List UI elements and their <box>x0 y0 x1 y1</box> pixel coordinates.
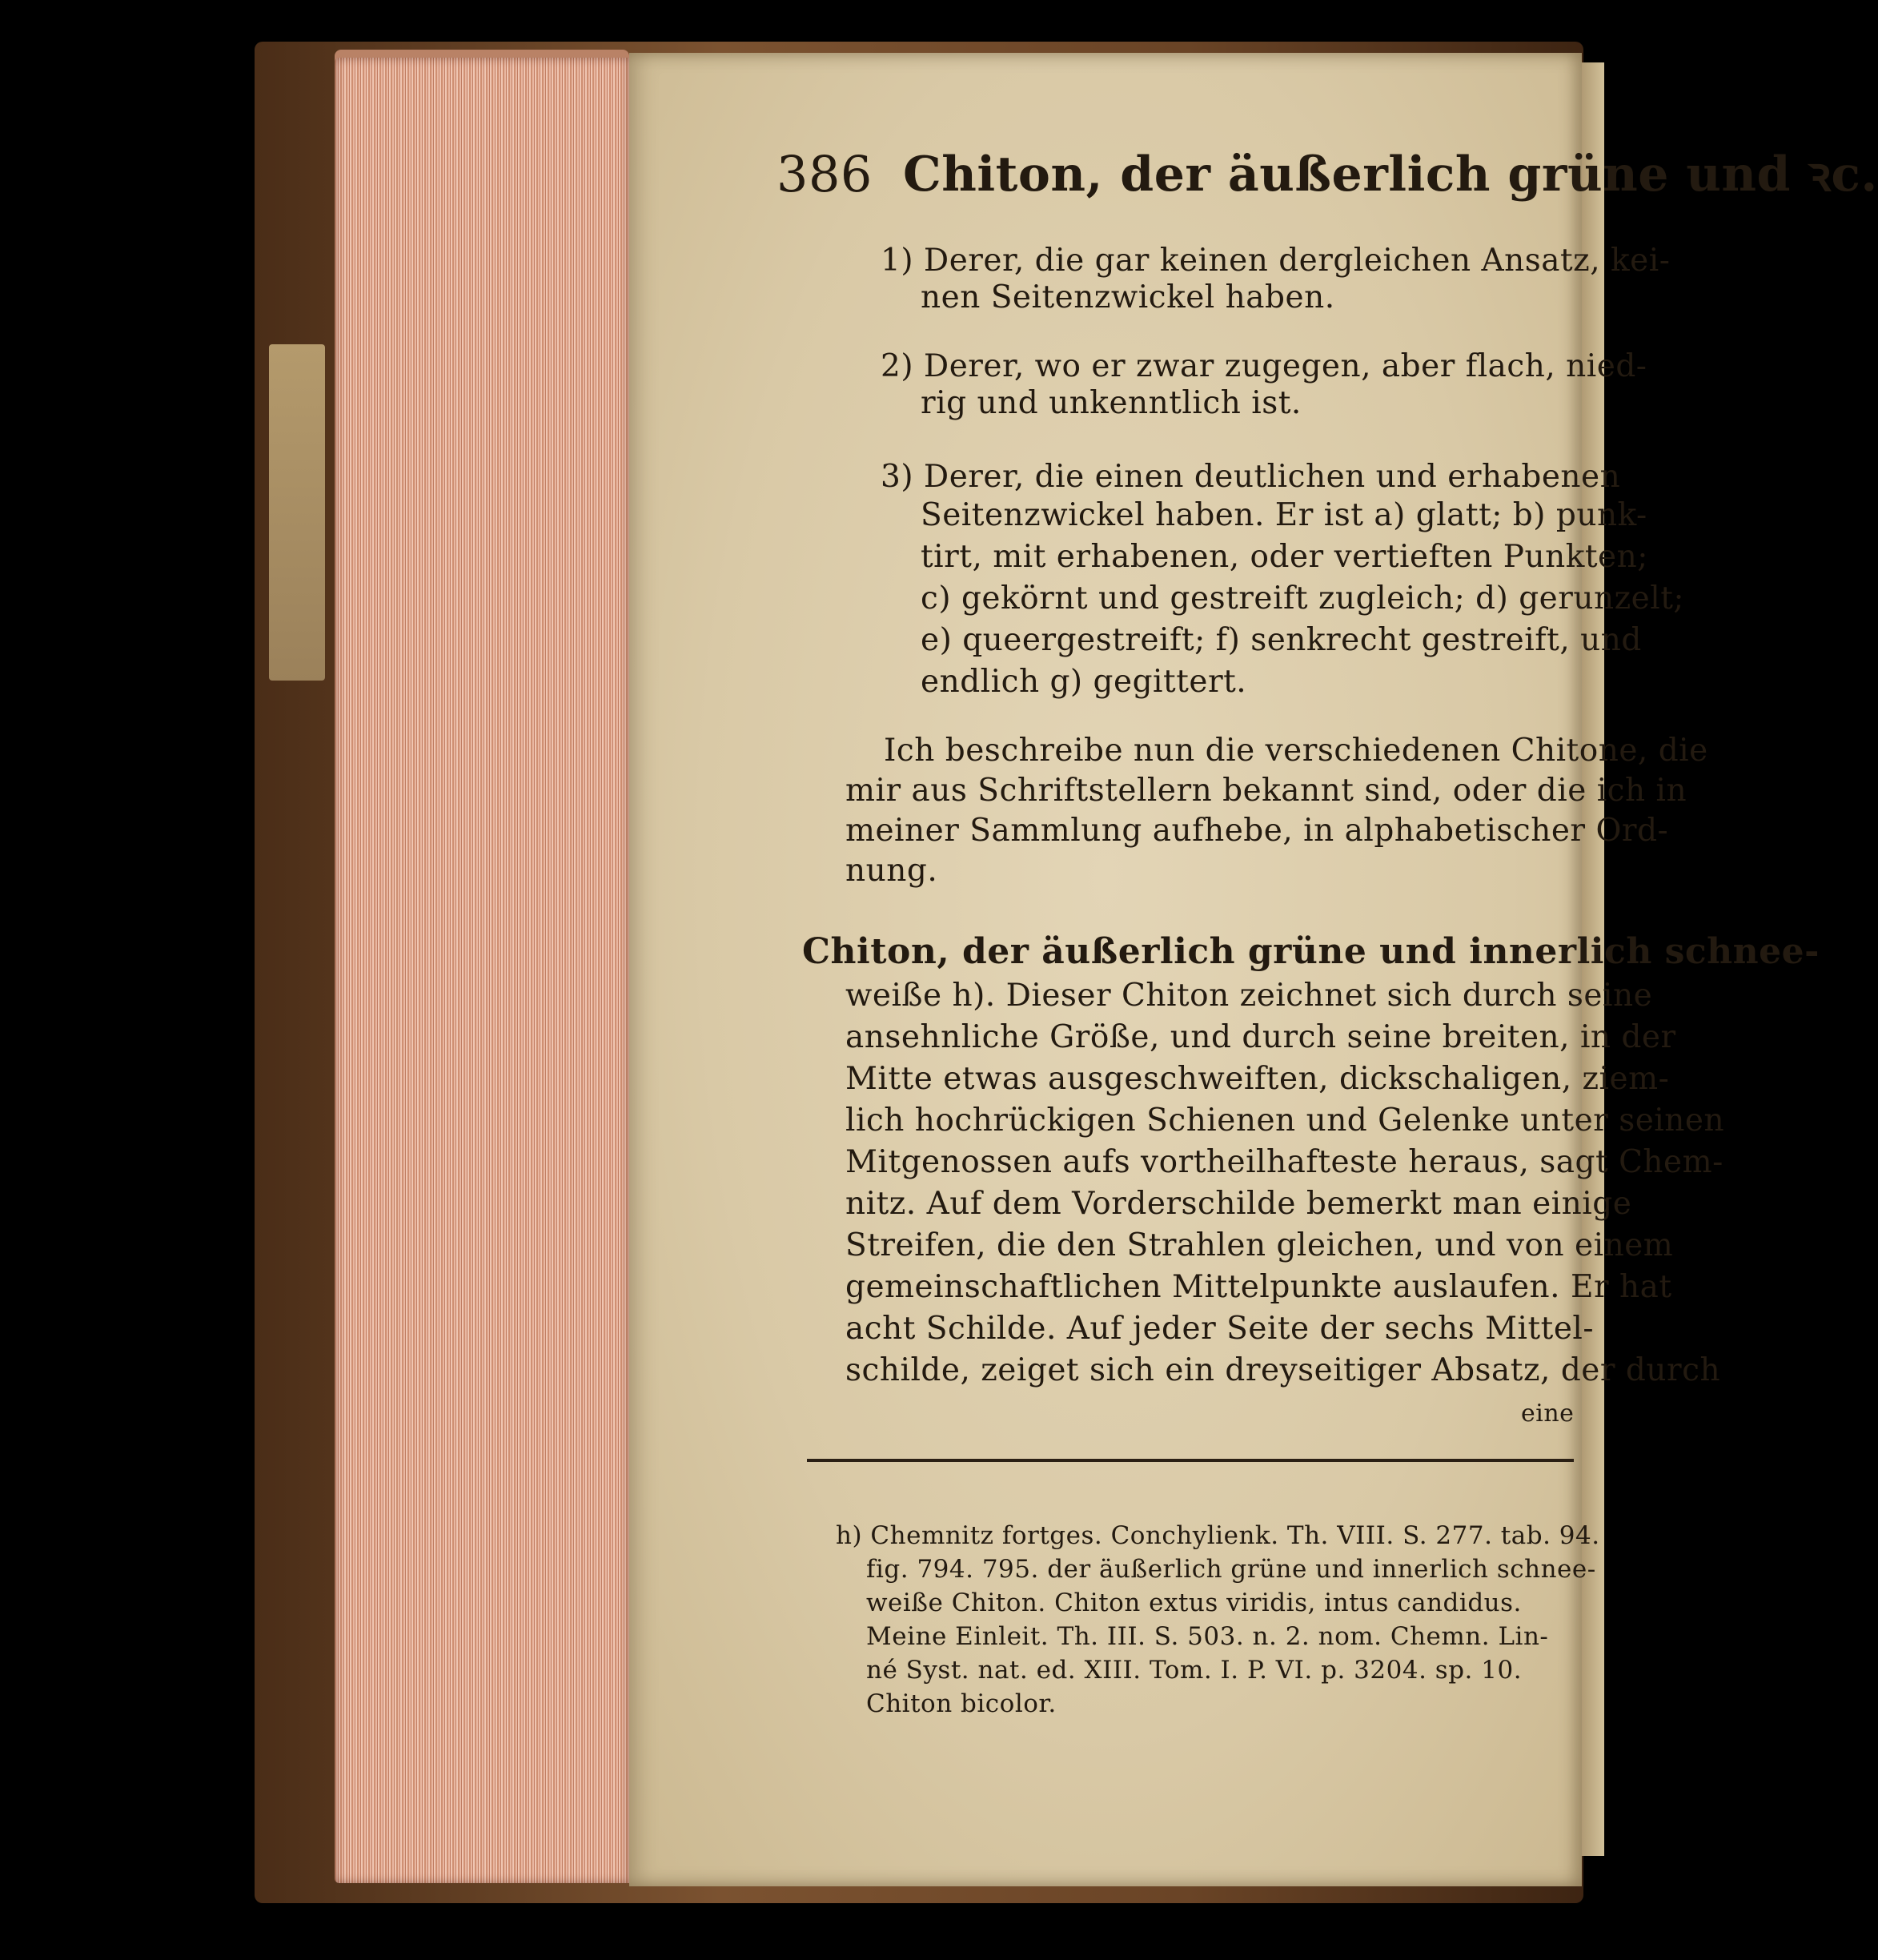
body-line: 3) Derer, die einen deutlichen und erhabenen <box>881 459 1621 495</box>
body-line: gemeinschaftlichen Mittelpunkte auslaufen. Er hat <box>845 1269 1672 1305</box>
body-line: endlich g) gegittert. <box>921 664 1247 700</box>
running-head: Chiton, der äußerlich grüne und ꝛc. <box>903 147 1878 203</box>
body-line: Mitgenossen aufs vortheilhafteste heraus, sagt Chem- <box>845 1144 1724 1180</box>
page-number: 386 <box>776 145 873 203</box>
body-line: rig und unkenntlich ist. <box>921 385 1302 421</box>
body-line: Mitte etwas ausgeschweiften, dickschaligen, ziem- <box>845 1061 1670 1097</box>
body-line: nitz. Auf dem Vorderschilde bemerkt man einige <box>845 1186 1632 1222</box>
footnote-line: Chiton bicolor. <box>866 1689 1057 1718</box>
body-line: e) queergestreift; f) senkrecht gestreift, und <box>921 622 1642 658</box>
body-line: c) gekörnt und gestreift zugleich; d) gerunzelt; <box>921 580 1685 617</box>
footnote-rule <box>807 1459 1574 1462</box>
body-line: ansehnliche Größe, und durch seine breiten, in der <box>845 1019 1676 1055</box>
cover-label <box>269 344 325 681</box>
footnote-line: h) Chemnitz fortges. Conchylienk. Th. VIII. S. 277. tab. 94. <box>836 1521 1600 1550</box>
body-line: 1) Derer, die gar keinen dergleichen Ansatz, kei- <box>881 243 1671 279</box>
body-line: lich hochrückigen Schienen und Gelenke unter seinen <box>845 1102 1725 1139</box>
body-line: meiner Sammlung aufhebe, in alphabetischer Ord- <box>845 813 1669 849</box>
footnote-line: fig. 794. 795. der äußerlich grüne und innerlich schnee- <box>866 1555 1596 1584</box>
footnote-line: weiße Chiton. Chiton extus viridis, intus candidus. <box>866 1588 1522 1617</box>
body-line: tirt, mit erhabenen, oder vertieften Punkten; <box>921 539 1648 575</box>
body-line: 2) Derer, wo er zwar zugegen, aber flach, nied- <box>881 348 1647 384</box>
page-edges <box>335 58 629 1883</box>
footnote-line: né Syst. nat. ed. XIII. Tom. I. P. VI. p. 3204. sp. 10. <box>866 1656 1523 1685</box>
body-line: weiße h). Dieser Chiton zeichnet sich durch seine <box>845 978 1653 1014</box>
body-line: mir aus Schriftstellern bekannt sind, oder die ich in <box>845 773 1687 809</box>
entry-heading: Chiton, der äußerlich grüne und innerlich schnee- <box>802 931 1820 972</box>
body-line: Streifen, die den Strahlen gleichen, und von einem <box>845 1227 1674 1263</box>
body-line: nen Seitenzwickel haben. <box>921 279 1335 315</box>
catchword: eine <box>1521 1400 1575 1428</box>
body-line: Seitenzwickel haben. Er ist a) glatt; b) punk- <box>921 497 1647 533</box>
body-line: schilde, zeiget sich ein dreyseitiger Absatz, der durch <box>845 1352 1721 1388</box>
body-line: nung. <box>845 853 938 889</box>
footnote-line: Meine Einleit. Th. III. S. 503. n. 2. nom. Chemn. Lin- <box>866 1622 1549 1651</box>
body-line: Ich beschreibe nun die verschiedenen Chitone, die <box>884 733 1708 769</box>
body-line: acht Schilde. Auf jeder Seite der sechs Mittel- <box>845 1311 1595 1347</box>
